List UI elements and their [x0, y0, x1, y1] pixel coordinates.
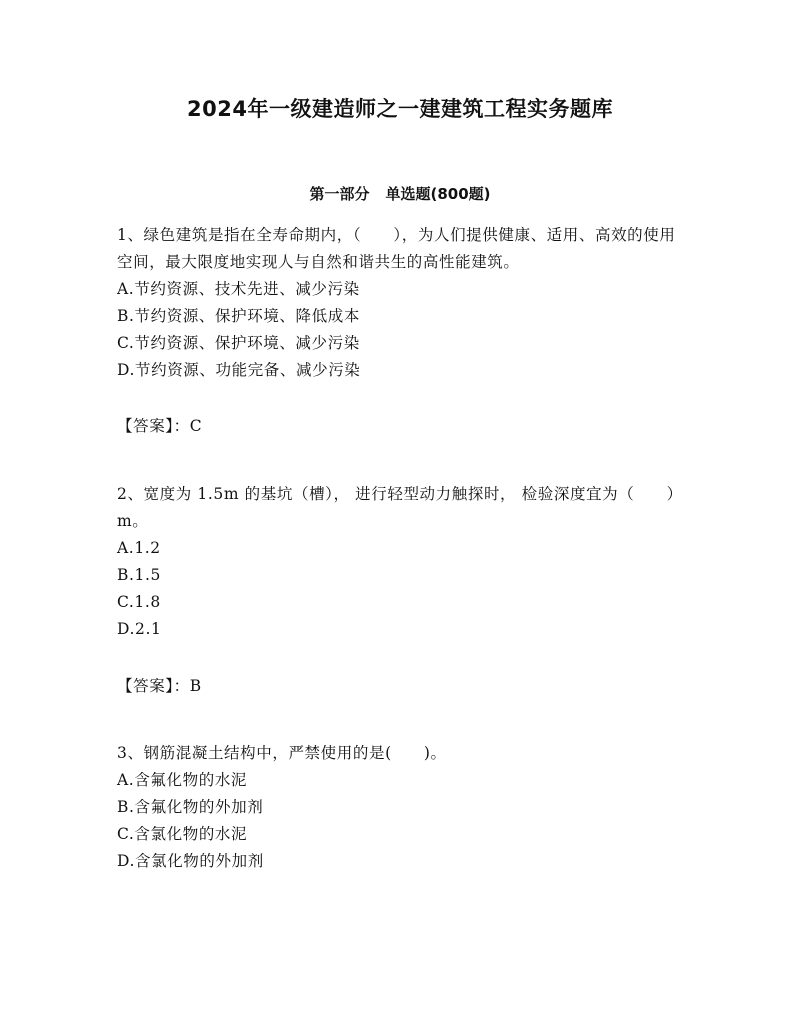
question-1 [117, 222, 687, 384]
option-b: B.含氟化物的外加剂 [117, 798, 264, 816]
section-part: 第一部分 [309, 185, 370, 203]
option-d: D.含氯化物的外加剂 [117, 852, 264, 870]
option-b: B.节约资源、保护环境、降低成本 [117, 307, 360, 325]
question-stem: 3、钢筋混凝土结构中，严禁使用的是( )。 [117, 744, 447, 762]
question-2 [117, 481, 687, 643]
option-a: A.1.2 [117, 539, 161, 557]
section-name: 单选题(800题) [385, 185, 491, 203]
option-c: C.含氯化物的水泥 [117, 825, 248, 843]
answer-1: 【答案】：C [117, 417, 203, 435]
question-3 [117, 740, 687, 875]
option-b: B.1.5 [117, 566, 161, 584]
section-heading [0, 182, 800, 206]
option-a: A.含氟化物的水泥 [117, 771, 248, 789]
option-a: A.节约资源、技术先进、减少污染 [117, 280, 360, 298]
document-title: 2024年一级建造师之一建建筑工程实务题库 [187, 97, 613, 121]
option-d: D.节约资源、功能完备、减少污染 [117, 361, 361, 379]
question-stem: 2、宽度为 1.5m 的基坑（槽）， 进行轻型动力触探时， 检验深度宜为（ ） m。 [117, 485, 683, 530]
question-stem: 1、绿色建筑是指在全寿命期内，（ ），为人们提供健康、适用、高效的使用空间，最大限度地实现人与自然和谐共生的高性能建筑。 [117, 226, 676, 271]
answer-2: 【答案】：B [117, 677, 202, 695]
option-c: C.1.8 [117, 593, 161, 611]
option-d: D.2.1 [117, 620, 162, 638]
option-c: C.节约资源、保护环境、减少污染 [117, 334, 360, 352]
